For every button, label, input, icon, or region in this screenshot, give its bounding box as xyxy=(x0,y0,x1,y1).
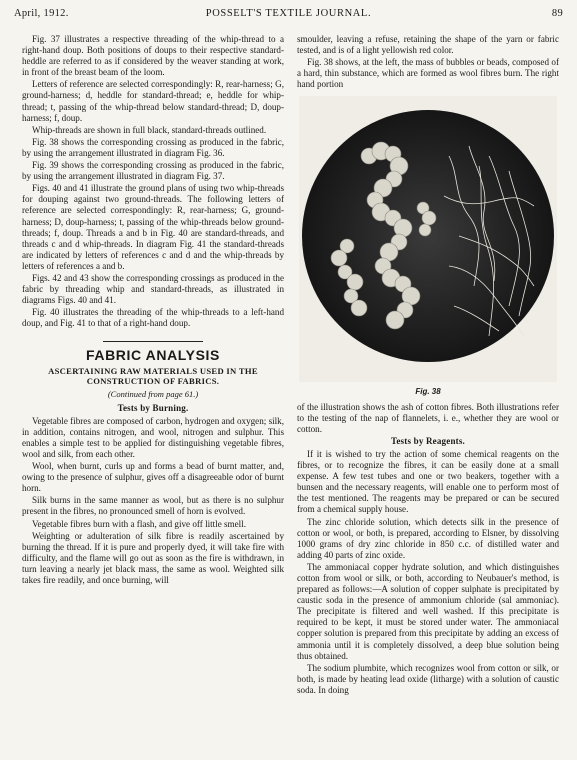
left-column xyxy=(22,34,284,587)
figure-caption: Fig. 38 xyxy=(415,387,441,397)
header-journal-title: POSSELT'S TEXTILE JOURNAL. xyxy=(205,8,372,19)
paragraph: Vegetable fibres burn with a flash, and give off little smell. xyxy=(32,518,246,529)
header-date: April, 1912. xyxy=(14,8,69,19)
subheading-reagents: Tests by Reagents. xyxy=(390,435,466,446)
paragraph: The sodium plumbite, which recognizes wool from cotton or silk, or both, is made by heating lead oxide (litharge) with a solution of caustic soda. In doing xyxy=(297,662,559,695)
paragraph: Whip-threads are shown in full black, standard-threads outlined. xyxy=(32,124,267,135)
micrograph-image xyxy=(299,96,557,382)
paragraph: of the illustration shows the ash of cotton fibres. Both illustrations refer to the testing of the nap of flannelets, i. e., whether they are wool or cotton. xyxy=(297,401,559,434)
paragraph: Fig. 40 illustrates the threading of the whip-threads to a left-hand doup, and Fig. 41 to that of a right-hand doup. xyxy=(22,307,284,329)
paragraph: The zinc chloride solution, which detects silk in the presence of cotton or wool, or both, is prepared, according to Elsner, by dissolving 1000 grams of dry zinc chloride in 850 c.c. of distilled water and adding 40 parts of zinc oxide. xyxy=(297,516,559,560)
paragraph: Fig. 38 shows, at the left, the mass of bubbles or beads, composed of a hard, thin substance, which are formed as wool fibres burn. The right hand portion xyxy=(297,57,559,90)
continued-note: (Continued from page 61.) xyxy=(107,388,199,399)
paragraph: Fig. 38 shows the corresponding crossing as produced in the fabric, by using the arrangement illustrated in diagram Fig. 36. xyxy=(22,136,284,158)
paragraph: Letters of reference are selected correspondingly: R, rear-harness; G, ground-harness; d, heddle for standard-thread; e, heddle for whip-thread; t, passing of the whip-thread below standard-thread; D, doup-harness; f, doup. xyxy=(22,79,284,123)
paragraph: Figs. 40 and 41 illustrate the ground plans of using two whip-threads for douping against two ground-threads. The following letters of reference are selected correspondingly: R, rear-harness; G, ground-harness; D, doup-harness; t, passing of the whip-threads below ground-threads; f, doup. Threads a and b in Fig. 40 are standard-threads, and threads c and d whip-threads. In diagram Fig. 41 the standard-threads are indicated by letters of references c and d and the whip-threads by letters of references a and b. xyxy=(22,183,284,271)
subheading-burning: Tests by Burning. xyxy=(117,402,189,413)
paragraph: Vegetable fibres are composed of carbon, hydrogen and oxygen; silk, in addition, contains nitrogen, and wool, nitrogen and sulphur. This enables a simple test to be applied for distinguishing vegetable fibres, wool and silk, from each other. xyxy=(22,415,284,459)
paragraph: smoulder, leaving a refuse, retaining the shape of the yarn or fabric tested, and is of a light yellowish red color. xyxy=(297,34,559,56)
section-title: FABRIC ANALYSIS xyxy=(86,347,220,364)
paragraph: Weighting or adulteration of silk fibre is readily ascertained by burning the thread. If it is pure and properly dyed, it will take fire with difficulty, and the flame will go out as soon as the fire is withdrawn, in turn leaving a nearly jet black mass, the same as wool. Weighted silk takes fire readily, and once burning, will xyxy=(22,530,284,586)
header-page-number: 89 xyxy=(551,8,563,19)
paragraph: The ammoniacal copper hydrate solution, and which distinguishes cotton from wool or silk, or both, according to Neubauer's method, is prepared as follows:—A solution of copper sulphate is precipitated by caustic soda in the presence of ammonium chloride (sal ammoniac). The precipitate is filtered and well washed. If this precipitate is required to be kept, it must be stored under water. The ammoniacal copper solution is prepared from this precipitate by adding an excess of ammonia until it is completely dissolved, a deep blue solution being thus obtained. xyxy=(297,561,559,661)
right-column xyxy=(297,34,559,697)
paragraph: If it is wished to try the action of some chemical reagents on the fibres, or to recognize the fibres, it can be easily done at a small expense. A few test tubes and one or two beakers, together with a bunsen and the necessary reagents, will enable one to perform most of the test mentioned. The reagents may be prepared or can be secured from a chemical supply house. xyxy=(297,448,559,515)
micrograph-circle xyxy=(302,110,554,362)
paragraph: Figs. 42 and 43 show the corresponding crossings as produced in the fabric by threading whip and standard-threads, as illustrated in diagrams Figs. 40 and 41. xyxy=(22,272,284,306)
figure-38-photo xyxy=(299,96,557,382)
section-subtitle: ASCERTAINING RAW MATERIALS USED IN THE CONSTRUCTION OF FABRICS. xyxy=(48,365,258,387)
paragraph: Fig. 37 illustrates a respective threading of the whip-thread to a right-hand doup. Both positions of doups to their respective standard-heddle are referred to as if considered by the weaver standing at work, in front of the breast beam of the loom. xyxy=(22,34,284,78)
paragraph: Silk burns in the same manner as wool, but as there is no sulphur present in the fibres, no pronounced smell of horn is evolved. xyxy=(22,495,284,517)
paragraph: Fig. 39 shows the corresponding crossing as produced in the fabric, by using the arrangement illustrated in diagram Fig. 37. xyxy=(22,160,284,182)
page-header xyxy=(14,8,563,24)
paragraph: Wool, when burnt, curls up and forms a bead of burnt matter, and, owing to the presence of sulphur, gives off a disagreeable odor of burnt horn. xyxy=(22,461,284,494)
section-divider xyxy=(103,341,203,342)
